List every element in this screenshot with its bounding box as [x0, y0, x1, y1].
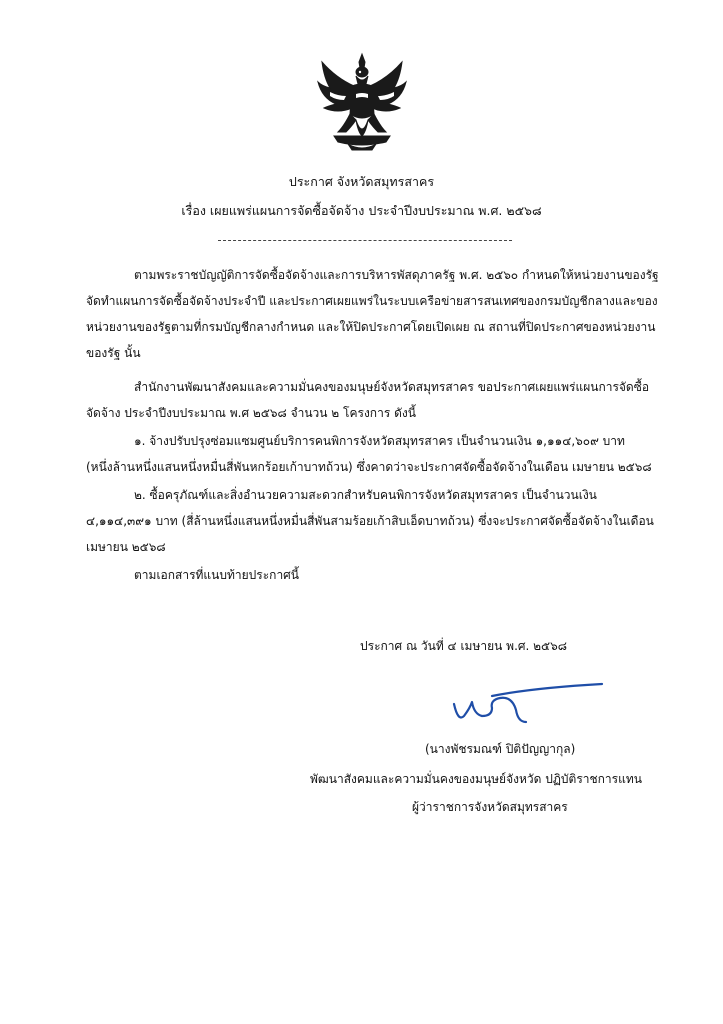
project-item-line: (หนึ่งล้านหนึ่งแสนหนึ่งหมื่นสี่พันหกร้อยเก้าบาทถ้วน) ซึ่งคาดว่าจะประกาศจัดซื้อจัดจ้างในเดือน เมษายน ๒๕๖๘	[86, 460, 652, 474]
signatory-title: ผู้ว่าราชการจังหวัดสมุทรสาคร	[412, 800, 568, 814]
project-item-1	[86, 428, 652, 480]
announcement-date: ประกาศ ณ วันที่ ๔ เมษายน พ.ศ. ๒๕๖๘	[360, 639, 567, 653]
closing-text: ตามเอกสารที่แนบท้ายประกาศนี้	[134, 568, 299, 582]
paragraph-line: ของรัฐ นั้น	[86, 346, 141, 360]
announcement-title: ประกาศ จังหวัดสมุทรสาคร	[288, 174, 435, 189]
garuda-emblem-icon	[316, 52, 408, 152]
paragraph-legal-basis	[86, 262, 659, 366]
paragraph-line: ตามพระราชบัญญัติการจัดซื้อจัดจ้างและการบริหารพัสดุภาครัฐ พ.ศ. ๒๕๖๐ กำหนดให้หน่วยงานของรัฐ	[134, 268, 659, 282]
paragraph-announcement	[86, 374, 650, 426]
project-item-line: ๑. จ้างปรับปรุงซ่อมแซมศูนย์บริการคนพิการจังหวัดสมุทรสาคร เป็นจำนวนเงิน ๑,๑๑๔,๖๐๙ บาท	[134, 434, 625, 448]
project-item-line: เมษายน ๒๕๖๘	[86, 540, 166, 554]
project-item-line: ๒. ซื้อครุภัณฑ์และสิ่งอำนวยความสะดวกสำหรับคนพิการจังหวัดสมุทรสาคร เป็นจำนวนเงิน	[134, 488, 597, 502]
paragraph-line: จัดจ้าง ประจำปีงบประมาณ พ.ศ ๒๕๖๘ จำนวน ๒ โครงการ ดังนี้	[86, 406, 416, 420]
paragraph-line: สำนักงานพัฒนาสังคมและความมั่นคงของมนุษย์จังหวัดสมุทรสาคร ขอประกาศเผยแพร่แผนการจัดซื้อ	[134, 380, 650, 394]
signatory-position: พัฒนาสังคมและความมั่นคงของมนุษย์จังหวัด ปฏิบัติราชการแทน	[310, 772, 642, 786]
paragraph-line: จัดทำแผนการจัดซื้อจัดจ้างประจำปี และประกาศเผยแพร่ในระบบเครือข่ายสารสนเทศของกรมบัญชีกลางและของ	[86, 294, 658, 308]
announcement-subject: เรื่อง เผยแพร่แผนการจัดซื้อจัดจ้าง ประจำปีงบประมาณ พ.ศ. ๒๕๖๘	[181, 203, 542, 218]
signatory-name: (นางพัชรมณฑ์ ปิติปัญญากุล)	[425, 742, 576, 756]
project-item-line: ๔,๑๑๔,๓๙๑ บาท (สี่ล้านหนึ่งแสนหนึ่งหมื่นสี่พันสามร้อยเก้าสิบเอ็ดบาทถ้วน) ซึ่งจะประกาศจัดซื้อจัดจ้างในเดือน	[86, 514, 654, 528]
closing-line	[86, 562, 646, 588]
project-item-2	[86, 482, 654, 560]
paragraph-line: หน่วยงานของรัฐตามที่กรมบัญชีกลางกำหนด และให้ปิดประกาศโดยเปิดเผย ณ สถานที่ปิดประกาศของหน่วยงาน	[86, 320, 656, 334]
dashed-divider	[218, 240, 512, 241]
handwritten-signature	[452, 682, 604, 730]
